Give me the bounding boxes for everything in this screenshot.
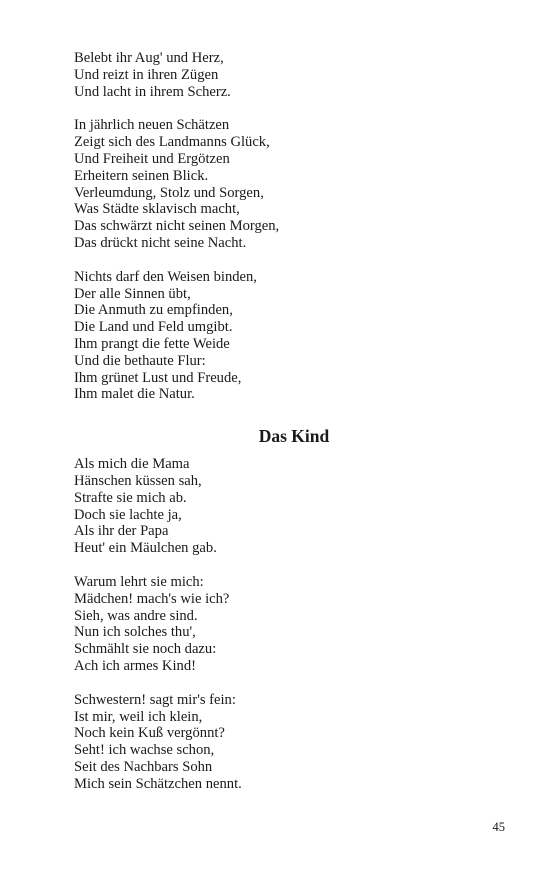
verse-line: Nun ich solches thu', bbox=[74, 624, 196, 641]
verse-line: Belebt ihr Aug' und Herz, bbox=[74, 50, 224, 66]
verse-line: Ihm malet die Natur. bbox=[74, 386, 195, 403]
stanza bbox=[74, 269, 484, 403]
verse-line: Und lacht in ihrem Scherz. bbox=[74, 83, 231, 100]
verse-line: Strafte sie mich ab. bbox=[74, 489, 187, 506]
verse-line: Ihm prangt die fette Weide bbox=[74, 335, 230, 352]
stanza bbox=[74, 692, 484, 793]
verse-line: Schwestern! sagt mir's fein: bbox=[74, 691, 236, 708]
verse-line: Die Land und Feld umgibt. bbox=[74, 319, 233, 336]
verse-line: Warum lehrt sie mich: bbox=[74, 573, 204, 590]
verse-line: Hänschen küssen sah, bbox=[74, 472, 202, 489]
poem-title: Das Kind bbox=[258, 426, 330, 447]
verse-line: Noch kein Kuß vergönnt? bbox=[74, 725, 225, 742]
verse-line: Und reizt in ihren Zügen bbox=[74, 66, 219, 83]
book-page bbox=[74, 50, 484, 792]
stanza bbox=[74, 574, 484, 675]
verse-line: Ist mir, weil ich klein, bbox=[74, 708, 203, 725]
verse-line: Der alle Sinnen übt, bbox=[74, 285, 191, 302]
poem-continuation bbox=[74, 50, 484, 403]
verse-line: Nichts darf den Weisen binden, bbox=[74, 268, 257, 285]
stanza bbox=[74, 50, 484, 100]
verse-line: Und Freiheit und Ergötzen bbox=[74, 150, 230, 167]
verse-line: In jährlich neuen Schätzen bbox=[74, 117, 230, 134]
verse-line: Das schwärzt nicht seinen Morgen, bbox=[74, 218, 280, 235]
verse-line: Und die bethaute Flur: bbox=[74, 352, 206, 369]
verse-line: Ach ich armes Kind! bbox=[74, 657, 196, 674]
verse-line: Mädchen! mach's wie ich? bbox=[74, 590, 230, 607]
verse-line: Schmählt sie noch dazu: bbox=[74, 641, 217, 658]
stanza bbox=[74, 456, 484, 557]
verse-line: Als ihr der Papa bbox=[74, 523, 169, 540]
verse-line: Verleumdung, Stolz und Sorgen, bbox=[74, 184, 264, 201]
poem-das-kind bbox=[74, 456, 484, 792]
verse-line: Das drückt nicht seine Nacht. bbox=[74, 234, 247, 251]
verse-line: Als mich die Mama bbox=[74, 456, 190, 473]
stanza bbox=[74, 117, 484, 251]
verse-line: Ihm grünet Lust und Freude, bbox=[74, 369, 242, 386]
verse-line: Mich sein Schätzchen nennt. bbox=[74, 775, 242, 792]
verse-line: Sieh, was andre sind. bbox=[74, 607, 198, 624]
verse-line: Zeigt sich des Landmanns Glück, bbox=[74, 134, 270, 151]
verse-line: Seit des Nachbars Sohn bbox=[74, 758, 213, 775]
verse-line: Heut' ein Mäulchen gab. bbox=[74, 540, 217, 557]
verse-line: Die Anmuth zu empfinden, bbox=[74, 302, 233, 319]
verse-line: Doch sie lachte ja, bbox=[74, 506, 182, 523]
verse-line: Erheitern seinen Blick. bbox=[74, 167, 209, 184]
page-number: 45 bbox=[492, 820, 505, 834]
verse-line: Was Städte sklavisch macht, bbox=[74, 201, 240, 218]
verse-line: Seht! ich wachse schon, bbox=[74, 742, 215, 759]
